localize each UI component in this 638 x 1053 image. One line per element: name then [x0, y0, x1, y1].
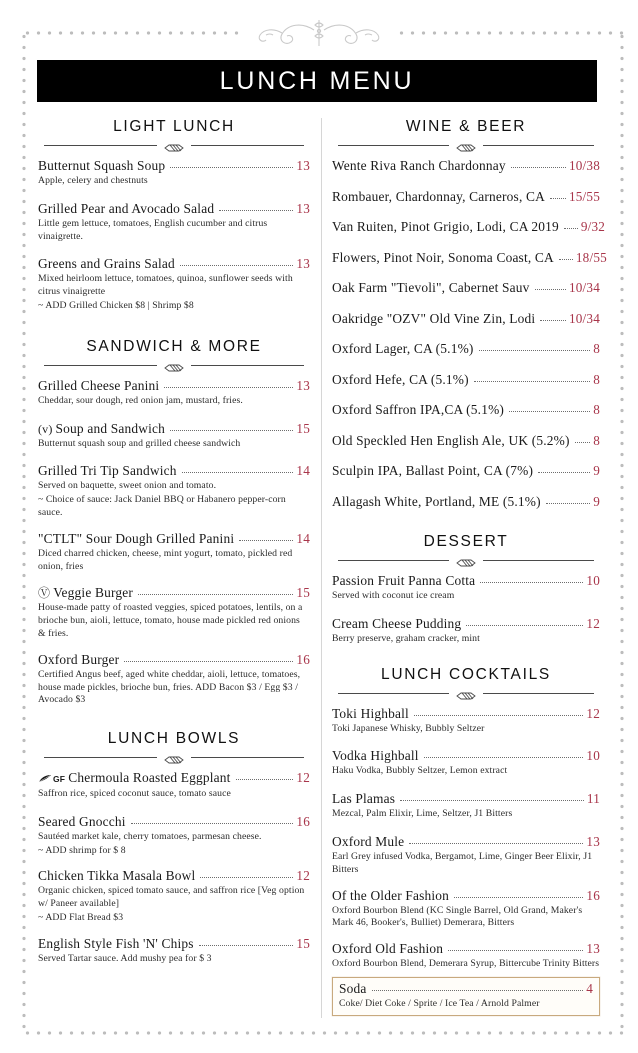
item-price: 13	[586, 833, 600, 849]
dot-leader	[400, 800, 584, 801]
section-light-lunch	[38, 118, 310, 313]
item-description: Diced charred chicken, cheese, mint yogurt, tomato, pickled red onion, fries	[38, 547, 293, 572]
item-price: 15	[296, 585, 310, 601]
drink-item	[332, 341, 600, 357]
section-lunch-bowls	[38, 730, 310, 966]
item-description: Cheddar, sour dough, red onion jam, mustard, fries.	[38, 394, 243, 406]
dot-leader	[550, 198, 566, 199]
item-price: 13	[296, 200, 310, 216]
column-divider	[310, 118, 332, 1020]
section-divider	[332, 688, 600, 698]
drink-item	[332, 433, 600, 449]
lozenge-ornament-icon	[449, 140, 483, 150]
item-price: 8	[593, 432, 600, 448]
dot-leader	[474, 381, 590, 382]
item-name: Toki Highball	[332, 705, 409, 721]
dot-leader	[372, 990, 584, 991]
menu-item	[38, 201, 310, 244]
dot-leader	[409, 843, 583, 844]
item-name: Old Speckled Hen English Ale, UK (5.2%)	[332, 432, 570, 448]
item-name: Greens and Grains Salad	[38, 256, 175, 272]
item-name: "CTLT" Sour Dough Grilled Panini	[38, 530, 235, 546]
item-price: 16	[586, 887, 600, 903]
dot-leader	[511, 167, 566, 168]
menu-item	[332, 834, 600, 877]
item-description: Sautéed market kale, cherry tomatoes, parmesan cheese.	[38, 830, 262, 842]
item-label: Chermoula Roasted Eggplant	[68, 770, 231, 786]
menu-item	[38, 584, 310, 640]
section-heading: DESSERT	[423, 533, 509, 550]
page-border-left	[22, 31, 26, 1035]
item-description: Saffron rice, spiced coconut sauce, tomato sauce	[38, 788, 231, 800]
item-price: 10	[586, 573, 600, 588]
menu-title-banner	[37, 60, 597, 102]
dot-leader	[424, 757, 584, 758]
menu-item	[332, 616, 600, 646]
item-add-on: ~ Choice of sauce: Jack Daniel BBQ or Habanero pepper-corn sauce.	[38, 494, 286, 518]
item-name: Allagash White, Portland, ME (5.1%)	[332, 493, 541, 509]
item-name: Las Plamas	[332, 791, 396, 807]
item-name: Oxford Hefe, CA (5.1%)	[332, 371, 469, 387]
dot-leader	[199, 945, 294, 946]
item-price: 18/55	[575, 249, 607, 265]
item-label: Soup and Sandwich	[55, 420, 165, 436]
item-name: Butternut Squash Soup	[38, 158, 166, 173]
item-add-on: ~ ADD Flat Bread $3	[38, 912, 124, 924]
item-price: 14	[296, 530, 310, 546]
item-description: Toki Japanese Whisky, Bubbly Seltzer	[332, 722, 485, 734]
item-description: Oxford Bourbon Blend, Demerara Syrup, Bittercube Trinity Bitters	[332, 958, 600, 970]
dot-leader	[564, 228, 578, 229]
drink-item	[332, 158, 600, 174]
dot-leader	[559, 259, 573, 260]
drink-item	[332, 311, 600, 327]
item-description: Haku Vodka, Bubbly Seltzer, Lemon extract	[332, 765, 508, 777]
item-description: Coke/ Diet Coke / Sprite / Ice Tea / Arnold Palmer	[339, 997, 540, 1009]
drink-item	[332, 372, 600, 388]
dot-leader	[466, 625, 583, 626]
dot-leader	[546, 503, 590, 504]
item-name: Grilled Pear and Avocado Salad	[38, 200, 215, 216]
item-price: 14	[296, 463, 310, 479]
dot-leader	[200, 877, 293, 878]
item-name: Oxford Old Fashion	[332, 941, 444, 957]
menu-item	[332, 791, 600, 821]
item-price: 4	[586, 980, 593, 996]
lozenge-ornament-icon	[157, 752, 191, 762]
dot-leader	[131, 823, 294, 824]
section-divider	[38, 752, 310, 762]
dot-leader	[480, 582, 583, 583]
item-name	[38, 770, 231, 787]
item-price: 8	[593, 341, 600, 356]
item-price: 15/55	[568, 188, 600, 204]
item-price: 15	[296, 935, 310, 951]
dot-leader	[448, 950, 583, 951]
menu-item	[38, 652, 310, 707]
dot-leader	[239, 540, 293, 541]
dot-leader	[219, 210, 293, 211]
item-name: Oak Farm "Tievoli", Cabernet Sauv	[332, 280, 530, 295]
lozenge-ornament-icon	[157, 140, 191, 150]
item-price: 12	[296, 770, 310, 786]
section-wine-and-beer	[332, 118, 607, 510]
item-name: Oxford Saffron IPA,CA (5.1%)	[332, 402, 505, 417]
item-price: 8	[593, 402, 600, 417]
item-description: Butternut squash soup and grilled cheese sandwich	[38, 437, 241, 449]
item-description: Certified Angus beef, aged white cheddar, aioli, lettuce, tomatoes, house made pickles, brioche bun, fries. ADD Bacon $3 / Egg $3 / Avocado $3	[38, 668, 301, 706]
item-price: 13	[296, 377, 310, 393]
item-description: Little gem lettuce, tomatoes, English cucumber and citrus vinaigrette.	[38, 217, 268, 242]
flourish-ornament-icon	[244, 16, 394, 52]
item-description: Apple, celery and chestnuts	[38, 175, 148, 186]
item-name: Oakridge "OZV" Old Vine Zin, Lodi	[332, 310, 536, 326]
right-column	[332, 118, 607, 1020]
section-heading: LIGHT LUNCH	[113, 118, 235, 135]
item-price: 12	[586, 705, 600, 721]
item-name	[38, 584, 133, 601]
drink-item	[332, 249, 607, 266]
dot-leader	[509, 411, 590, 412]
page-border-bottom	[22, 1031, 628, 1035]
menu-item	[38, 531, 310, 574]
left-column	[38, 118, 310, 1020]
section-sandwich-and-more	[38, 338, 310, 707]
item-price: 9	[593, 493, 600, 509]
dot-leader	[164, 387, 293, 388]
drink-item	[332, 494, 600, 510]
section-divider	[332, 555, 600, 565]
item-name: Van Ruiten, Pinot Grigio, Lodi, CA 2019	[332, 219, 559, 234]
item-price: 13	[586, 941, 600, 957]
menu-item	[38, 463, 310, 519]
item-price: 11	[586, 791, 600, 807]
item-add-on: ~ ADD Grilled Chicken $8 | Shrimp $8	[38, 299, 194, 311]
item-price: 10	[586, 748, 600, 764]
dot-leader	[170, 167, 293, 168]
item-name: Oxford Lager, CA (5.1%)	[332, 341, 474, 356]
item-label: Veggie Burger	[53, 585, 133, 601]
item-price: 10/34	[568, 280, 600, 295]
item-add-on: ~ ADD shrimp for $ 8	[38, 844, 126, 856]
item-name: Oxford Burger	[38, 651, 120, 667]
item-description: Mezcal, Palm Elixir, Lime, Seltzer, J1 Bitters	[332, 808, 513, 820]
item-name: English Style Fish 'N' Chips	[38, 935, 194, 951]
item-description: House-made patty of roasted veggies, spiced potatoes, lentils, on a brioche bun, aioli, lettuce, tomato, house made pickled red onions & fries.	[38, 602, 303, 639]
section-divider	[38, 360, 310, 370]
dot-leader	[540, 320, 566, 321]
gluten-free-marker: GF	[53, 774, 66, 785]
dot-leader	[535, 289, 566, 290]
drink-item	[332, 402, 600, 418]
item-price: 12	[296, 868, 310, 884]
section-heading: WINE & BEER	[405, 118, 527, 135]
item-price: 10/34	[568, 310, 600, 326]
drink-item	[332, 463, 600, 479]
highlighted-soda-item[interactable]	[332, 977, 600, 1016]
item-description: Oxford Bourbon Blend (KC Single Barrel, Old Grand, Maker's Mark 46, Booker's, Bulliet) Demerara, Bitters	[332, 904, 583, 929]
dot-leader	[138, 594, 293, 595]
item-name: Grilled Cheese Panini	[38, 377, 160, 393]
item-description: Organic chicken, spiced tomato sauce, and saffron rice [Veg option w/ Paneer available]	[38, 885, 305, 910]
menu-item	[38, 814, 310, 858]
section-dessert	[332, 533, 600, 646]
dot-leader	[538, 472, 590, 473]
item-price: 16	[296, 651, 310, 667]
menu-item	[38, 158, 310, 188]
menu-item	[38, 256, 310, 312]
item-price: 15	[296, 420, 310, 436]
item-name: Oxford Mule	[332, 833, 405, 849]
dot-leader	[236, 779, 294, 780]
menu-item	[38, 378, 310, 408]
lozenge-ornament-icon	[157, 360, 191, 370]
item-price: 12	[586, 615, 600, 631]
section-heading: LUNCH BOWLS	[107, 730, 241, 748]
item-description: Served on baquette, sweet onion and tomato.	[38, 480, 217, 492]
page-border-right	[620, 31, 624, 1035]
item-price: 9	[593, 463, 600, 478]
item-description: Berry preserve, graham cracker, mint	[332, 632, 480, 644]
item-price: 9/32	[580, 219, 606, 234]
menu-item	[38, 770, 310, 801]
drink-item	[332, 280, 600, 296]
item-price: 16	[296, 813, 310, 829]
item-name	[38, 421, 165, 437]
item-name: Seared Gnocchi	[38, 813, 126, 829]
menu-item	[332, 573, 600, 603]
item-name: Sculpin IPA, Ballast Point, CA (7%)	[332, 463, 534, 478]
page-title: LUNCH MENU	[219, 66, 415, 95]
item-name: Vodka Highball	[332, 748, 419, 764]
menu-columns	[38, 118, 607, 1020]
item-name: Cream Cheese Pudding	[332, 615, 462, 631]
dot-leader	[170, 430, 293, 431]
section-divider	[38, 140, 310, 150]
drink-item	[332, 219, 606, 235]
menu-item	[38, 868, 310, 924]
item-price: 8	[593, 371, 600, 387]
item-name: Chicken Tikka Masala Bowl	[38, 868, 196, 884]
dot-leader	[414, 715, 584, 716]
vegetarian-marker-icon: (v)	[38, 421, 53, 436]
dot-leader	[180, 265, 294, 266]
vegetarian-circle-icon: Ⓥ	[38, 586, 51, 601]
item-name: Wente Riva Ranch Chardonnay	[332, 158, 506, 173]
dot-leader	[182, 472, 294, 473]
section-lunch-cocktails	[332, 666, 600, 1016]
section-heading: SANDWICH & MORE	[86, 337, 262, 355]
item-description: Served with coconut ice cream	[332, 590, 455, 601]
menu-item	[38, 936, 310, 966]
drink-item	[332, 189, 600, 205]
menu-item	[332, 888, 600, 931]
item-name: Rombauer, Chardonnay, Carneros, CA	[332, 188, 545, 204]
item-price: 13	[296, 256, 310, 272]
dot-leader	[479, 350, 591, 351]
section-divider	[332, 140, 600, 150]
dot-leader	[124, 661, 293, 662]
dot-leader	[454, 897, 583, 898]
menu-item	[339, 981, 593, 1011]
lozenge-ornament-icon	[449, 688, 483, 698]
item-name: Passion Fruit Panna Cotta	[332, 573, 476, 588]
lozenge-ornament-icon	[449, 555, 483, 565]
leaf-icon	[38, 771, 52, 786]
item-name: Of the Older Fashion	[332, 887, 450, 903]
menu-item	[38, 421, 310, 451]
item-price: 13	[296, 158, 310, 173]
item-description: Served Tartar sauce. Add mushy pea for $ 3	[38, 952, 212, 964]
section-heading: LUNCH COCKTAILS	[381, 665, 551, 683]
menu-item	[332, 748, 600, 778]
item-price: 10/38	[568, 158, 600, 173]
menu-item	[332, 941, 600, 971]
item-name: Grilled Tri Tip Sandwich	[38, 463, 177, 479]
menu-item	[332, 706, 600, 736]
dot-leader	[575, 442, 591, 443]
item-name: Soda	[339, 980, 367, 996]
item-description: Earl Grey infused Vodka, Bergamot, Lime, Ginger Beer Elixir, J1 Bitters	[332, 850, 593, 875]
item-name: Flowers, Pinot Noir, Sonoma Coast, CA	[332, 249, 554, 265]
item-description: Mixed heirloom lettuce, tomatoes, quinoa, sunflower seeds with citrus vinaigrette	[38, 273, 293, 298]
